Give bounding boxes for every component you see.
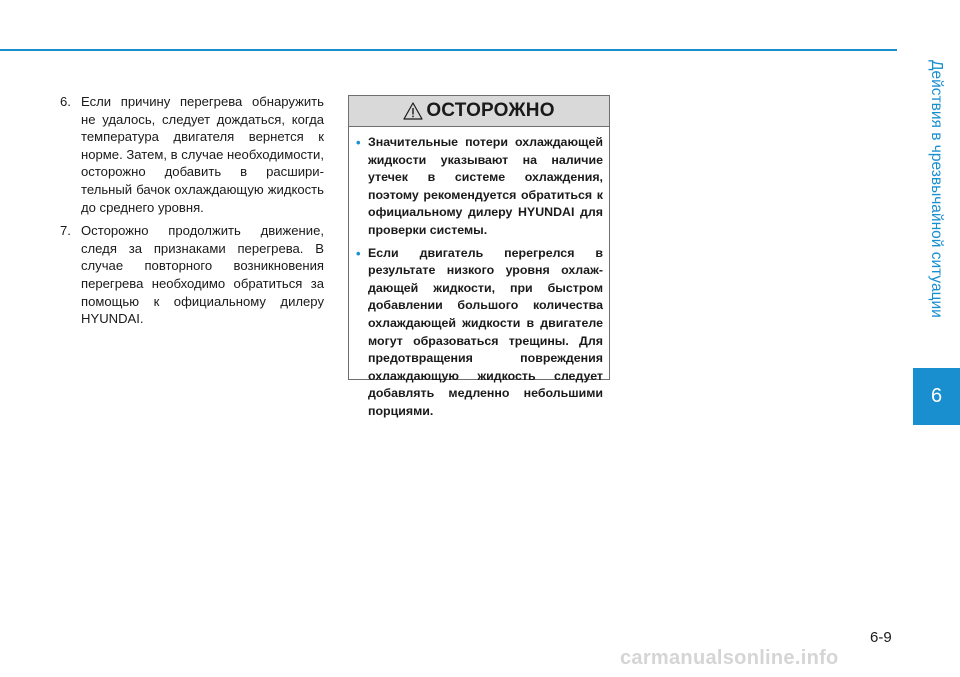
chapter-number: 6 [930,385,943,407]
section-title: Действия в чрезвычайной ситуации [928,60,945,318]
bullet-icon: • [356,245,361,261]
step-text: Если причину перегрева обнаружить не удалось, следует дождаться, когда температура двигателя вернется к норме. Затем, в случае необходимости, осторожно добавить в расширительный бачок охлаждающую жидкость до среднего уровня. [81,94,325,215]
bullet-icon: • [356,135,361,150]
step-number: 6. [60,94,71,109]
instructions-column [60,93,324,334]
warning-triangle-icon [403,102,423,120]
caution-title: ОСТОРОЖНО [426,100,555,121]
caution-text: Если двигатель перегрелся в результате низкого уровня охлаждающей жидкости, при быстром добавлении большого количества охлаждающей жидкости в двигателе могут образоваться трещины. Для предотвращения повреждения охлаждающую жидкость следует добавлять медленно небольшими порциями. [368,245,603,418]
page-number: 6-9 [870,629,892,646]
header-rule [0,49,897,51]
caution-box [348,95,610,418]
step-item [60,93,324,216]
caution-item [356,245,603,421]
watermark: carmanualsonline.info [620,647,839,669]
chapter-tab [913,368,960,425]
caution-body [349,127,609,421]
step-item [60,222,324,328]
caution-text: Значительные потери охлаждающей жидкости указывают на наличие утечек в системе охлаждения, поэтому рекомендуется обратиться к официальному дилеру HYUNDAI для проверки системы. [368,135,603,237]
step-text: Осторожно продолжить движение, следя за признаками перегрева. В случае повторного возникновения перегрева необходимо обратиться за помощью к официальному дилеру HYUNDAI. [81,223,324,327]
step-number: 7. [60,223,71,239]
caution-header [349,96,609,127]
caution-item [356,134,603,240]
